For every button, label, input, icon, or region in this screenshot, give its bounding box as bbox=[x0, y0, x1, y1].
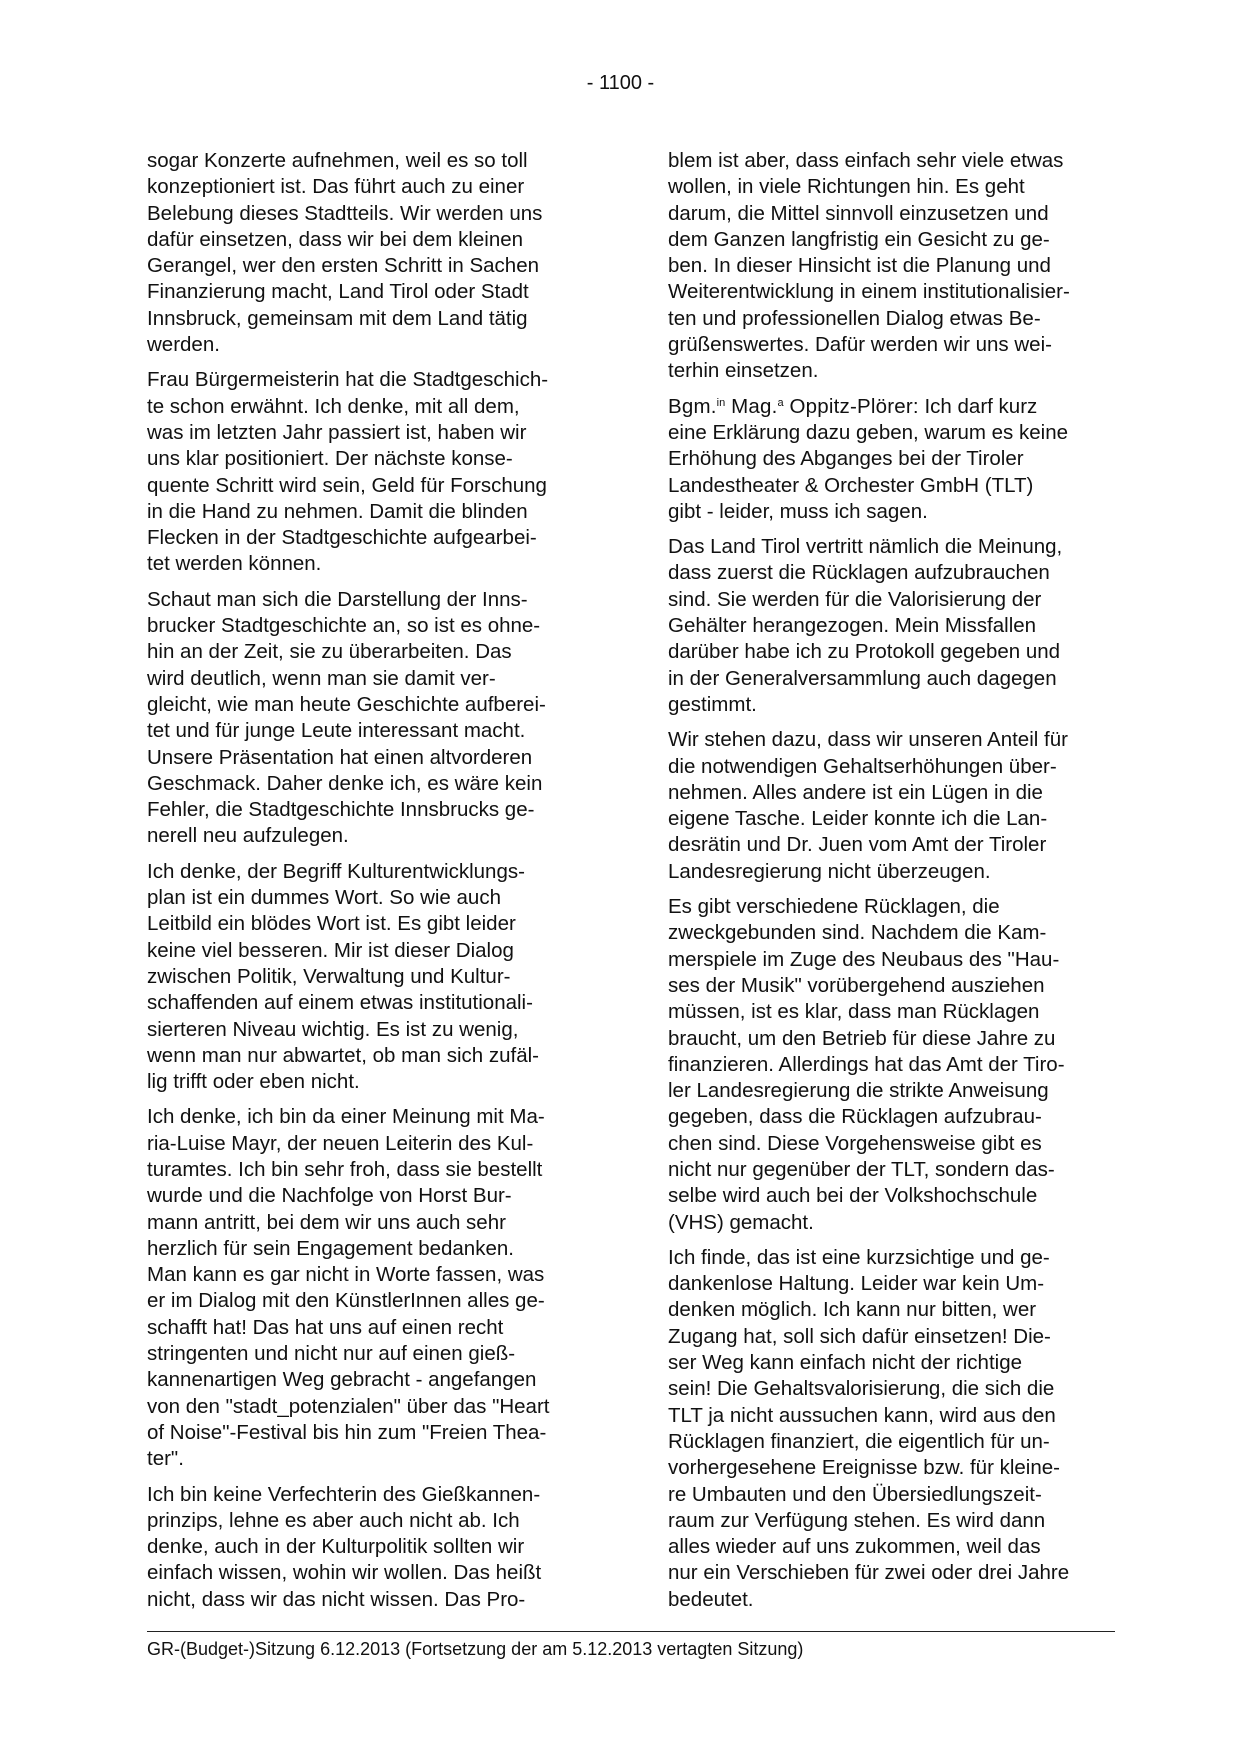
footer-text: GR-(Budget-)Sitzung 6.12.2013 (Fortsetzung der am 5.12.2013 vertagten Sitzung) bbox=[147, 1639, 804, 1659]
paragraph: Schaut man sich die Darstellung der Inns- brucker Stadtgeschichte an, so ist es ohne- hin an der Zeit, sie zu überarbeiten. Das wird deutlich, wenn man sie damit ver- gleicht, wie man heute Geschichte aufberei- tet und für junge Leute interessant macht. Unsere Präsentation hat einen altvorderen Geschmack. Daher denke ich, es wäre kein Fehler, die Stadtgeschichte Innsbrucks ge- nerell neu aufzulegen. bbox=[147, 587, 546, 848]
paragraph: Wir stehen dazu, dass wir unseren Anteil für die notwendigen Gehaltserhöhungen über- nehmen. Alles andere ist ein Lügen in die eigene Tasche. Leider konnte ich die Lan- desrätin und Dr. Juen vom Amt der Tiroler Landesregierung nicht überzeugen. bbox=[668, 728, 1068, 883]
paragraph: Ich finde, das ist eine kurzsichtige und ge- dankenlose Haltung. Leider war kein Um- denken möglich. Ich kann nur bitten, wer Zugang hat, soll sich dafür einsetzen! Die- ser Weg kann einfach nicht der richtige sein! Die Gehaltsvalorisierung, die sich die TLT ja nicht aussuchen kann, wird aus den Rücklagen finanziert, die eigentlich für un- vorhergesehene Ereignisse bzw. für kleine- re Umbauten und den Übersiedlungszeit- raum zur Verfügung stehen. Es wird dann alles wieder auf uns zukommen, weil das nur ein Verschieben für zwei oder drei Jahre bedeutet. bbox=[668, 1245, 1070, 1611]
speaker-name: Oppitz-Plörer: bbox=[783, 394, 919, 418]
speaker-title: Bgm. bbox=[668, 394, 717, 418]
speaker-title-superscript: in bbox=[716, 396, 726, 409]
paragraph: Das Land Tirol vertritt nämlich die Meinung, dass zuerst die Rücklagen aufzubrauchen sind. Sie werden für die Valorisierung der Gehälter herangezogen. Mein Missfallen darüber habe ich zu Protokoll gegeben und in der Generalversammlung auch dagegen gestimmt. bbox=[668, 535, 1063, 716]
page-number: - 1100 - bbox=[586, 72, 655, 94]
paragraph: Ich bin keine Verfechterin des Gießkannen- prinzips, lehne es aber auch nicht ab. Ich denke, auch in der Kulturpolitik sollten wir einfach wissen, wohin wir wollen. Das heißt nicht, dass wir das nicht wissen. Das Pro- bbox=[147, 1482, 542, 1611]
left-column bbox=[147, 148, 602, 1622]
paragraph: Frau Bürgermeisterin hat die Stadtgeschich- te schon erwähnt. Ich denke, mit all dem, was im letzten Jahr passiert ist, haben wir uns klar positioniert. Der nächste konse- quente Schritt wird sein, Geld für Forschung in die Hand zu nehmen. Damit die blinden Flecken in der Stadtgeschichte aufgearbei- tet werden können. bbox=[147, 368, 549, 576]
paragraph: sogar Konzerte aufnehmen, weil es so toll konzeptioniert ist. Das führt auch zu einer Belebung dieses Stadtteils. Wir werden uns dafür einsetzen, dass wir bei dem kleinen Gerangel, wer den ersten Schritt in Sachen Finanzierung macht, Land Tirol oder Stadt Innsbruck, gemeinsam mit dem Land tätig werden. bbox=[147, 149, 543, 357]
paragraph: blem ist aber, dass einfach sehr viele etwas wollen, in viele Richtungen hin. Es geht darum, die Mittel sinnvoll einzusetzen und dem Ganzen langfristig ein Gesicht zu ge- ben. In dieser Hinsicht ist die Planung und Weiterentwicklung in einem institutionalisier- ten und professionellen Dialog etwas Be- grüßenswertes. Dafür werden wir uns wei- terhin einsetzen. bbox=[668, 149, 1070, 383]
speaker-degree: Mag. bbox=[725, 394, 778, 418]
paragraph: Ich denke, ich bin da einer Meinung mit Ma- ria-Luise Mayr, der neuen Leiterin des Kul- turamtes. Ich bin sehr froh, dass sie bestellt wurde und die Nachfolge von Horst Bur- mann antritt, bei dem wir uns auch sehr herzlich für sein Engagement bedanken. Man kann es gar nicht in Worte fassen, was er im Dialog mit den KünstlerInnen alles ge- schafft hat! Das hat uns auf einen recht stringenten und nicht nur auf einen gieß- kannenartigen Weg gebracht - angefangen von den "stadt_potenzialen" über das "Heart of Noise"-Festival bis hin zum "Freien Thea- ter". bbox=[147, 1105, 550, 1471]
paragraph: Es gibt verschiedene Rücklagen, die zweckgebunden sind. Nachdem die Kam- merspiele im Zuge des Neubaus des "Hau- ses der Musik" vorübergehend ausziehen müssen, ist es klar, dass man Rücklagen braucht, um den Betrieb für diese Jahre zu finanzieren. Allerdings hat das Amt der Tiro- ler Landesregierung die strikte Anweisung gegeben, dass die Rücklagen aufzubrau- chen sind. Diese Vorgehensweise gibt es nicht nur gegenüber der TLT, sondern das- selbe wird auch bei der Volkshochschule (VHS) gemacht. bbox=[668, 895, 1065, 1234]
paragraph: Ich denke, der Begriff Kulturentwicklungs- plan ist ein dummes Wort. So wie auch Leitbild ein blödes Wort ist. Es gibt leider keine viel besseren. Mir ist dieser Dialog zwischen Politik, Verwaltung und Kultur- schaffenden auf einem etwas institutionali- sierteren Niveau wichtig. Es ist zu wenig, wenn man nur abwartet, ob man sich zufäl- lig trifft oder eben nicht. bbox=[147, 859, 539, 1094]
right-column bbox=[668, 148, 1128, 1622]
speaker-text: Ich darf kurz eine Erklärung dazu geben, warum es keine Erhöhung des Abganges bei der Tiroler Landestheater & Orchester GmbH (TLT) gibt - leider, muss ich sagen. bbox=[668, 394, 1068, 523]
footer-divider bbox=[147, 1631, 1115, 1632]
speaker-paragraph bbox=[668, 394, 1128, 525]
speaker-degree-superscript: a bbox=[777, 396, 784, 409]
